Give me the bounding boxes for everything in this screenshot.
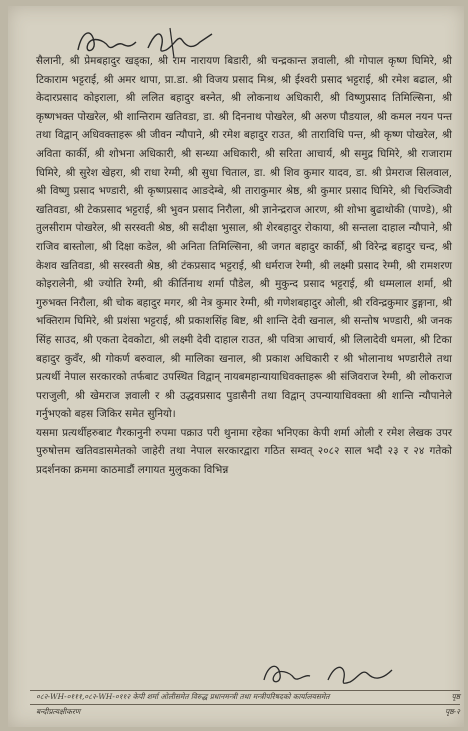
footer-divider-bottom [30, 704, 460, 705]
footer-writ-type: बन्दीप्रत्यक्षीकरण [36, 707, 81, 716]
footer-case-text: ०८२-WH-०१११,०८२-WH-०११२ केपी शर्मा ओलीसमेत विरुद्ध प्रधानमन्त्री तथा मन्त्रीपरिषदको कार्यालयसमेत [36, 692, 330, 701]
paragraph-case-summary: यसमा प्रत्यर्थीहरुबाट गैरकानुनी रुपमा पक्राउ परी थुनामा रहेका भनिएका केपी शर्मा ओली र रमेश लेखक उपर पुरुषोत्तम खतिवडासमेतको जाहेरी तथा नेपाल सरकारद्वारा गठित सम्वत् २०८२ साल भदौ २३ र २४ गतेको प्रदर्शनका क्रममा काठमाडौं लगायत मुलुकका विभिन्न [36, 426, 452, 477]
footer-divider-top [30, 690, 460, 691]
footer-bottom-line [36, 707, 460, 717]
signature-image-bottom [258, 654, 398, 694]
footer-case-line [36, 692, 460, 702]
paragraph-counsel-list: सैलानी, श्री प्रेमबहादुर खड्का, श्री राम नारायण बिडारी, श्री चन्द्रकान्त ज्ञवाली, श्री गोपाल कृष्ण घिमिरे, श्री टिकाराम भट्टराई, श्री अमर थापा, प्रा.डा. श्री विजय प्रसाद मिश्र, श्री ईश्वरी प्रसाद भट्टराई, श्री रमेश बढाल, श्री केदारप्रसाद कोइराला, श्री ललित बहादुर बस्नेत, श्री लोकनाथ अधिकारी, श्री विष्णुप्रसाद तिमिल्सिना, श्री कृष्णभक्त पोखरेल, श्री शान्तिराम खतिवडा, डा. श्री दिननाथ पोखरेल, श्री अरुण पौडयाल, श्री कमल नयन पन्त तथा विद्वान् अधिवक्ताहरू श्री जीवन न्यौपाने, श्री रमेश बहादुर राउत, श्री ताराविधि पन्त, श्री कृष्ण पोखरेल, श्री अविता कार्की, श्री शोभना अधिकारी, श्री सन्ध्या अधिकारी, श्री सरिता आचार्य, श्री समुद्र घिमिरे, श्री राजाराम घिमिरे, श्री सुरेश खेहरा, श्री राधा रेग्मी, श्री सुधा चिताल, डा. श्री शिव कुमार यादव, डा. श्री प्रेमराज सिलवाल, श्री विष्णु प्रसाद भण्डारी, श्री कृष्णप्रसाद आङदेम्बे, श्री ताराकुमार श्रेष्ठ, श्री कुमार प्रसाद घिमिरे, श्री चिरञ्जिवी खतिवडा, श्री टेकप्रसाद भट्टराई, श्री भुवन प्रसाद निरौला, श्री ज्ञानेन्द्रराज आरण, श्री शोभा बुढाथोकी (पाण्डे), श्री तुलसीराम पोखरेल, श्री सरस्वती श्रेष्ठ, श्री सदीक्षा भुसाल, श्री शेरबहादुर रोकाया, श्री सन्तला दाहाल न्यौपाने, श्री राजिव बास्तोला, श्री दिक्षा कडेल, श्री अनिता तिमिल्सिना, श्री जगत बहादुर कार्की, श्री विरेन्द्र बहादुर चन्द, श्री केशव खतिवडा, श्री सरस्वती श्रेष्ठ, श्री टंकप्रसाद भट्टराई, श्री धर्मराज रेग्मी, श्री लक्ष्मी प्रसाद रेग्मी, श्री रामशरण कोइरालेनी, श्री ज्योति रेग्मी, श्री कीर्तिनाथ शर्मा पौडेल, श्री मुकुन्द प्रसाद भट्टराई, श्री धम्मलाल शर्मा, श्री गुरुभक्त निरौला, श्री चोक बहादुर मगर, श्री नेत्र कुमार रेग्मी, श्री गणेशबहादुर ओली, श्री रविन्द्रकुमार डुङ्गाना, श्री भक्तिराम घिमिरे, श्री प्रशंसा भट्टराई, श्री प्रकाशसिंह बिष्ट, श्री शान्ति देवी खनाल, श्री सन्तोष भण्डारी, श्री जनक सिंह साउद, श्री एकता देवकोटा, श्री लक्ष्मी देवी दाहाल राउत, श्री पवित्रा आचार्य, श्री लिलादेवी धमला, श्री टिका बहादुर कुवँर, श्री गोकर्ण बरुवाल, श्री मालिका खनाल, श्री प्रकाश अधिकारी र श्री भोलानाथ भण्डारीले तथा प्रत्यर्थी नेपाल सरकारको तर्फबाट उपस्थित विद्वान् नायबमहान्यायाधिवक्ताहरू श्री संजिवराज रेग्मी, श्री लोकराज पराजुली, श्री खेमराज ज्ञवाली र श्री उद्धवप्रसाद पुडासैनी तथा विद्वान् उपन्यायाधिवक्ता श्री शान्ति न्यौपानेले गर्नुभएको बहस जिकिर समेत सुनियो। [36, 55, 452, 421]
body-text [36, 52, 452, 480]
document-page [8, 6, 464, 727]
footer-right-text: पृष्ठ [451, 692, 460, 701]
footer-page-number: पृष्ठ-२ [445, 707, 460, 716]
